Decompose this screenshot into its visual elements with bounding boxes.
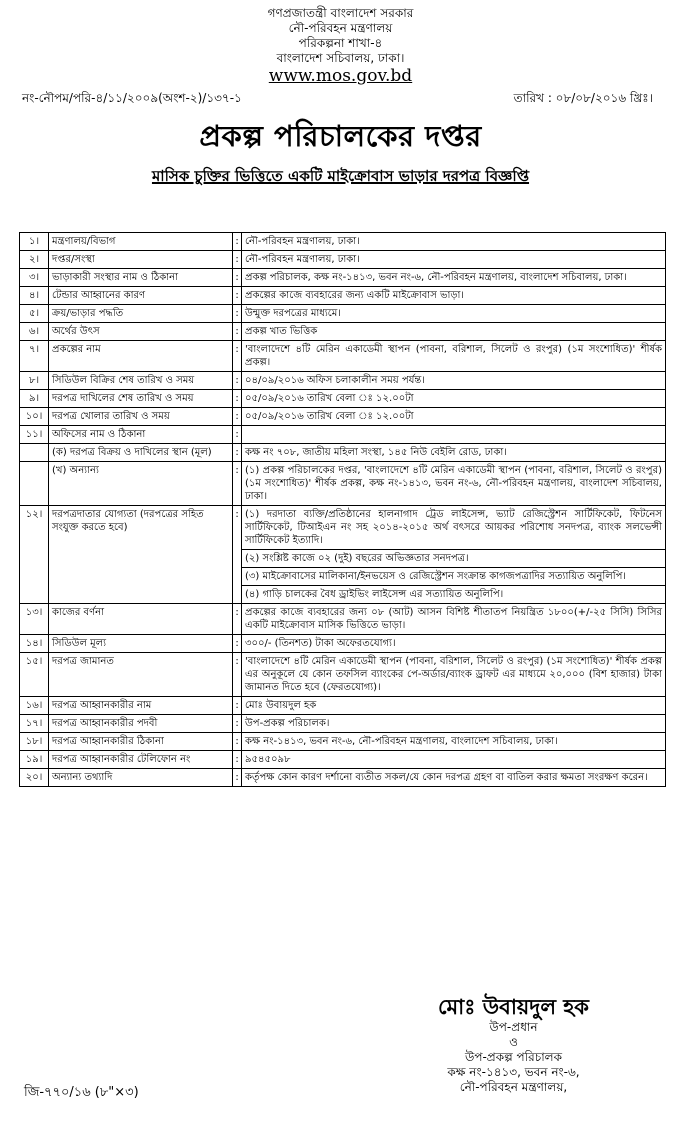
value-cell: (১) দরদাতা ব্যক্তি/প্রতিষ্ঠানের হালনাগাদ ট্রেড লাইসেন্স, ভ্যাট রেজিস্ট্রেশন সার্টিফিকেট, ফিটনেস সার্টিফিকেট, টিআইএন নং সহ ২০১৪-২০১৫ অর্থ বৎসরে আয়কর পরিশোধ সনদপত্র, ব্যাংক সলভেন্সী সার্টিফিকেট ইত্যাদি। [242,506,666,550]
serial-cell: ১৫। [20,653,49,697]
colon-cell: : [233,269,242,287]
colon-cell: : [233,697,242,715]
value-cell: ০৫/০৯/২০১৬ তারিখ বেলা ঃ ১২.০০টা [242,390,666,408]
tender-details-table [19,232,666,787]
table-row [20,390,666,408]
colon-cell: : [233,751,242,769]
table-row [20,251,666,269]
label-cell: প্রকল্পের নাম [49,341,233,372]
label-cell: দরপত্র আহ্বানকারীর ঠিকানা [49,733,233,751]
table-row [20,635,666,653]
reference-line [0,86,681,110]
value-cell: নৌ-পরিবহন মন্ত্রণালয়, ঢাকা। [242,233,666,251]
colon-cell: : [233,341,242,372]
signatory-room: কক্ষ নং-১৪১৩, ভবন নং-৬, [447,1065,580,1079]
govt-name: গণপ্রজাতন্ত্রী বাংলাদেশ সরকার [267,6,414,20]
value-cell: প্রকল্প পরিচালক, কক্ষ নং-১৪১৩, ভবন নং-৬, নৌ-পরিবহন মন্ত্রণালয়, বাংলাদেশ সচিবালয়, ঢাকা। [242,269,666,287]
value-cell: ০৫/০৯/২০১৬ তারিখ বেলা ঃ ১২.০০টা [242,408,666,426]
label-cell: দরপত্র আহ্বানকারীর টেলিফোন নং [49,751,233,769]
label-cell: অর্থের উৎস [49,323,233,341]
serial-cell: ৯। [20,390,49,408]
serial-cell: ১২। [20,506,49,604]
value-cell: কর্তৃপক্ষ কোন কারণ দর্শানো ব্যতীত সকল/যে কোন দরপত্র গ্রহণ বা বাতিল করার ক্ষমতা সংরক্ষণ করেন। [242,769,666,787]
label-cell: মন্ত্রণালয়/বিভাগ [49,233,233,251]
label-cell: দরপত্র দাখিলের শেষ তারিখ ও সময় [49,390,233,408]
label-cell: (ক) দরপত্র বিক্রয় ও দাখিলের স্থান (মূল) [49,444,233,462]
serial-cell: ৩। [20,269,49,287]
value-cell: 'বাংলাদেশে ৪টি মেরিন একাডেমী স্থাপন (পাবনা, বরিশাল, সিলেট ও রংপুর) (১ম সংশোধিত)' শীর্ষক প্রকল্প। [242,341,666,372]
table-row [20,506,666,550]
memo-date: তারিখ : ০৮/০৮/২০১৬ খ্রিঃ। [513,91,653,105]
serial-cell: ১। [20,233,49,251]
signatory-title: উপ-প্রধান [489,1020,538,1034]
colon-cell: : [233,715,242,733]
serial-cell: ১৪। [20,635,49,653]
serial-cell: ৪। [20,287,49,305]
serial-cell: ১৭। [20,715,49,733]
serial-cell: ২০। [20,769,49,787]
serial-cell: ২। [20,251,49,269]
serial-cell: ৫। [20,305,49,323]
table-body [20,233,666,787]
colon-cell: : [233,604,242,635]
serial-cell: ১১। [20,426,49,444]
office-title: প্রকল্প পরিচালকের দপ্তর [199,119,482,153]
branch-name: পরিকল্পনা শাখা-৪ [298,36,383,50]
value-cell: উন্মুক্ত দরপত্রের মাধ্যমে। [242,305,666,323]
label-cell: সিডিউল বিক্রির শেষ তারিখ ও সময় [49,372,233,390]
value-cell: (১) প্রকল্প পরিচালকের দপ্তর, 'বাংলাদেশে ৪টি মেরিন একাডেমী স্থাপন (পাবনা, বরিশাল, সিলেট ও রংপুর) (১ম সংশোধিত)' শীর্ষক প্রকল্প, কক্ষ নং-১৪১৩, ভবন নং-৬, নৌ-পরিবহন মন্ত্রণালয়, বাংলাদেশ সচিবালয়, ঢাকা। [242,462,666,506]
colon-cell: : [233,733,242,751]
signature-block [438,994,589,1095]
table-row [20,233,666,251]
colon-cell: : [233,287,242,305]
value-cell: প্রকল্পের কাজে ব্যবহারের জন্য একটি মাইক্রোবাস ভাড়া। [242,287,666,305]
ministry-name: নৌ-পরিবহন মন্ত্রণালয় [288,21,393,35]
memo-number: নং-নৌপম/পরি-৪/১১/২০০৯(অংশ-২)/১৩৭-১ [22,91,242,105]
table-row [20,305,666,323]
value-cell [242,426,666,444]
value-cell: (৪) গাড়ি চালকের বৈধ ড্রাইভিং লাইসেন্স এর সত্যায়িত অনুলিপি। [242,586,666,604]
value-cell: প্রকল্পের কাজে ব্যবহারের জন্য ০৮ (আট) আসন বিশিষ্ট শীতাতপ নিয়ন্ত্রিত ১৮০০(+/-২৫ সিসি) সিসির একটি মাইক্রোবাস মাসিক ভিত্তিতে ভাড়া। [242,604,666,635]
value-cell: নৌ-পরিবহন মন্ত্রণালয়, ঢাকা। [242,251,666,269]
value-cell: (৩) মাইক্রোবাসের মালিকানা/ইনভয়েস ও রেজিস্ট্রেশন সংক্রান্ত কাগজপত্রাদির সত্যায়িত অনুলিপি। [242,568,666,586]
value-cell: ৩০০/- (তিনশত) টাকা অফেরতযোগ্য। [242,635,666,653]
label-cell: দরপত্র জামানত [49,653,233,697]
gd-number: জি-৭৭০/১৬ (৮"×৩) [24,1085,139,1100]
colon-cell: : [233,653,242,697]
colon-cell: : [233,251,242,269]
colon-cell: : [233,233,242,251]
table-row [20,444,666,462]
value-cell: কক্ষ নং ৭০৮, জাতীয় মহিলা সংস্থা, ১৪৫ নিউ বেইলি রোড, ঢাকা। [242,444,666,462]
serial-cell: ১৩। [20,604,49,635]
colon-cell: : [233,390,242,408]
notice-title: মাসিক চুক্তির ভিত্তিতে একটি মাইক্রোবাস ভাড়ার দরপত্র বিজ্ঞপ্তি [151,167,530,185]
letterhead [0,6,681,86]
colon-cell: : [233,769,242,787]
table-row [20,372,666,390]
table-row [20,604,666,635]
colon-cell: : [233,323,242,341]
value-cell: ৯৫৪৫০৯৮ [242,751,666,769]
value-cell: মোঃ উবায়দুল হক [242,697,666,715]
label-cell: দরপত্র আহ্বানকারীর নাম [49,697,233,715]
label-cell: দরপত্র খোলার তারিখ ও সময় [49,408,233,426]
serial-cell: ১৮। [20,733,49,751]
signatory-and: ও [509,1035,518,1049]
table-row [20,733,666,751]
label-cell: অন্যান্য তথ্যাদি [49,769,233,787]
secretariat-address: বাংলাদেশ সচিবালয়, ঢাকা। [276,51,405,65]
label-cell: (খ) অন্যান্য [49,462,233,506]
serial-cell: ১৬। [20,697,49,715]
table-row [20,341,666,372]
value-cell: কক্ষ নং-১৪১৩, ভবন নং-৬, নৌ-পরিবহন মন্ত্রণালয়, বাংলাদেশ সচিবালয়, ঢাকা। [242,733,666,751]
table-row [20,697,666,715]
table-row [20,408,666,426]
serial-cell: ৬। [20,323,49,341]
serial-cell [20,462,49,506]
colon-cell: : [233,462,242,506]
website-link[interactable]: www.mos.gov.bd [268,66,413,86]
label-cell: কাজের বর্ণনা [49,604,233,635]
signatory-ministry: নৌ-পরিবহন মন্ত্রণালয়, [459,1080,568,1094]
table-row [20,323,666,341]
serial-cell: ১০। [20,408,49,426]
table-row [20,426,666,444]
serial-cell: ৮। [20,372,49,390]
label-cell: ক্রয়/ভাড়ার পদ্ধতি [49,305,233,323]
serial-cell: ৭। [20,341,49,372]
label-cell: দপ্তর/সংস্থা [49,251,233,269]
colon-cell: : [233,635,242,653]
table-row [20,715,666,733]
table-row [20,287,666,305]
label-cell: অফিসের নাম ও ঠিকানা [49,426,233,444]
label-cell: ভাড়াকারী সংস্থার নাম ও ঠিকানা [49,269,233,287]
serial-cell: ১৯। [20,751,49,769]
table-row [20,653,666,697]
value-cell: প্রকল্প খাত ভিত্তিক [242,323,666,341]
table-row [20,769,666,787]
colon-cell: : [233,305,242,323]
label-cell: দরপত্র আহ্বানকারীর পদবী [49,715,233,733]
signatory-name: মোঃ উবায়দুল হক [438,995,589,1019]
colon-cell: : [233,506,242,604]
label-cell: টেন্ডার আহ্বানের কারণ [49,287,233,305]
signatory-designation: উপ-প্রকল্প পরিচালক [464,1050,563,1064]
value-cell: ০৪/০৯/২০১৬ অফিস চলাকালীন সময় পর্যন্ত। [242,372,666,390]
table-row [20,462,666,506]
label-cell: সিডিউল মূল্য [49,635,233,653]
colon-cell: : [233,444,242,462]
value-cell: 'বাংলাদেশে ৪টি মেরিন একাডেমী স্থাপন (পাবনা, বরিশাল, সিলেট ও রংপুর) (১ম সংশোধিত)' শীর্ষক প্রকল্প এর অনুকূলে যে কোন তফসিল ব্যাংকের পে-অর্ডার/ব্যাংক ড্রাফট এর মাধ্যমে ২০,০০০ (বিশ হাজার) টাকা জামানত দিতে হবে (ফেরতযোগ্য)। [242,653,666,697]
colon-cell: : [233,426,242,444]
value-cell: (২) সংশ্লিষ্ট কাজে ০২ (দুই) বছরের অভিজ্ঞতার সনদপত্র। [242,550,666,568]
value-cell: উপ-প্রকল্প পরিচালক। [242,715,666,733]
colon-cell: : [233,408,242,426]
colon-cell: : [233,372,242,390]
serial-cell [20,444,49,462]
table-row [20,269,666,287]
label-cell: দরপত্রদাতার যোগ্যতা (দরপত্রের সহিত সংযুক্ত করতে হবে) [49,506,233,604]
table-row [20,751,666,769]
